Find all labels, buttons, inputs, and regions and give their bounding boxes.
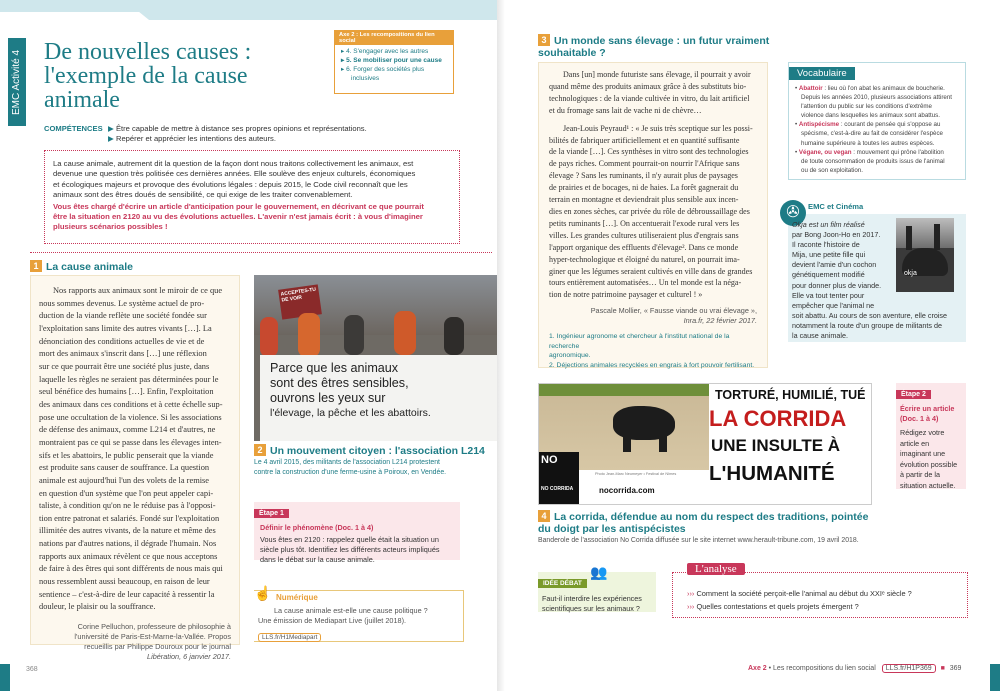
- doc3-notes: 1. Ingénieur agronome et chercheur à l'institut national de la recherche agronomique. 2. Déjections animales recyclées en engrais à fort pouvoir fertilisant.: [549, 333, 755, 369]
- doc3-line: villes. Les grandes cultures utiliseraient plus d'engrais sans: [549, 230, 739, 240]
- etape1-label: Étape 1: [254, 509, 289, 518]
- vocab-line: violence dans lesquelles les animaux sont abattus.: [801, 112, 940, 120]
- page-number-right: 369: [949, 665, 962, 672]
- axe-box-title: Axe 2 : Les recompositions du lien social: [335, 31, 453, 45]
- doc3-line: de pays riches. Comment pourrait-on nourrir l'Afrique sans: [549, 159, 740, 169]
- doc1-line: pose une occultation de la violence. Si les associations: [39, 412, 222, 422]
- corrida-photo-credit: Photo Jean-Marc Neumeyer • Festival de Nîmes: [595, 472, 677, 476]
- photo-sign: ACCEPTES-TU DE VOIR: [278, 284, 322, 319]
- vocab-line: spécisme, c'est-à-dire au fait de considérer l'espèce: [801, 130, 943, 138]
- analyse-title: L'analyse: [687, 563, 745, 575]
- corrida-banner: [538, 383, 872, 505]
- doc2-heading: 2 Un mouvement citoyen : l'association L214: [254, 444, 485, 457]
- doc1-line: Nos rapports aux animaux sont le miroir de ce que: [53, 286, 223, 295]
- vocab-line: ou de son exploitation.: [801, 166, 863, 174]
- doc1-line: nous ressemblent aussi beaucoup, en raison de leur: [39, 577, 210, 587]
- doc1-line: seul bénéfice des humains […]. Enfin, l'exploitation: [39, 387, 214, 397]
- cinema-line: Elle va tout tenter pour: [792, 290, 865, 300]
- spine-shadow: [497, 0, 505, 691]
- doc1-line: tion entre patronat et salariés. Fondé sur l'exploitation: [39, 513, 220, 523]
- doc3-line: de la viande […]. Ces synthèses in vitro sont des technologies: [549, 147, 749, 157]
- separator: [30, 252, 492, 253]
- doc3-heading: 3 Un monde sans élevage : un futur vraiment souhaitable ?: [538, 35, 770, 59]
- doc1-line: douleur, le plaisir ou la souffrance.: [39, 602, 156, 612]
- doc3-line: Dans [un] monde futuriste sans élevage, il pourrait y avoir: [563, 70, 751, 79]
- doc3-line: Jean-Louis Peyraud¹ : « Je suis très sceptique sur les possi-: [563, 123, 753, 133]
- doc3-line: tion de notre patrimoine paysager et culturel ! »: [549, 290, 703, 300]
- task-text: Vous êtes chargé d'écrire un article d'anticipation pour le gouvernement, en décrivant ce que pourrait être la situation en 2120 au vu des évolutions actuelles. L'avenir n'est jamais écrit : à vous d'imaginer plusieurs scénarios possibles !: [53, 201, 424, 232]
- vocab-line: de toute consommation de produits issus de l'animal: [801, 157, 945, 165]
- page-number-left: 368: [26, 666, 38, 673]
- doc1-line: rapports aux animaux révèlent ce que nous acceptons: [39, 551, 218, 561]
- etape2-title: Écrire un article (Doc. 1 à 4): [900, 404, 955, 423]
- doc4-heading: 4 La corrida, défendue au nom du respect des traditions, pointée du doigt par les antispécistes: [538, 511, 869, 535]
- intro-box: La cause animale, autrement dit la question de la façon dont nous traitons collectivement les animaux, est devenue une question très politisée ces dernières années. Elle soulève des enjeux culturels, économiques et écologiques majeurs et provoque des évolutions légales : depuis 2015, le Code civil reconnaît que les animaux sont des êtres doués de sensibilité, ce qui exige de les traiter convenablement. Vous êtes chargé d'écrire un article d'anticipation pour le gouvernement, en décrivant ce que pourrait être la situation en 2120 au vu des évolutions actuelles. L'avenir n'est jamais écrit : à vous d'imaginer plusieurs scénarios possibles !: [44, 150, 460, 244]
- idee-debat-box: IDÉE DÉBAT 👥 Faut-il interdire les expériences scientifiques sur les animaux ?: [538, 572, 656, 612]
- competences-label: COMPÉTENCES: [44, 124, 103, 133]
- doc3-line: élevage ? Sans les ruminants, il n'y aurait plus de paysages: [549, 171, 738, 181]
- doc1-line: mort des animaux s'inscrit dans […] une réflexion: [39, 349, 207, 359]
- doc1-line: est produite sans causer de souffrance. La question: [39, 463, 210, 473]
- cinema-line: pour donner plus de viande.: [792, 280, 882, 290]
- doc3-line: bilités de fabriquer artificiellement et en quantité suffisante: [549, 135, 740, 145]
- doc1-line: en question d'un système que l'on peut appeler capi-: [39, 488, 214, 498]
- debate-people-icon: 👥: [590, 564, 608, 580]
- vocab-line: • Antispécisme : courant de pensée qui s'oppose au: [795, 121, 941, 129]
- corrida-line-3: UNE INSULTE À: [711, 436, 841, 455]
- doc1-line: montraient pas ce qui se passe dans les élevages inten-: [39, 437, 222, 447]
- doc3-source: Pascale Mollier, « Fausse viande ou vrai élevage », Inra.fr, 22 février 2017.: [590, 306, 757, 326]
- cinema-box: [786, 202, 966, 342]
- cinema-line: Il raconte l'histoire de: [792, 240, 860, 250]
- doc3-line: hyper-technologique et éloigné du naturel, on pourrait ima-: [549, 254, 740, 264]
- doc1-heading: 1 La cause animale: [30, 260, 133, 273]
- numerique-box: ☝ Numérique La cause animale est-elle une cause politique ? Une émission de Mediapart Live (juillet 2018). LLS.fr/H1Mediapart: [254, 590, 464, 642]
- doc3-line: de prairies et de bocages, ni de haies. La forêt gagnerait du: [549, 183, 739, 193]
- film-reel-icon: ✇: [780, 200, 806, 226]
- doc1-line: sur ce que pourrait être une société plus juste, dans: [39, 361, 210, 371]
- cinema-line: par Bong Joon-Ho en 2017.: [792, 230, 881, 240]
- axe-item[interactable]: ▸ 4. S'engager avec les autres: [341, 48, 429, 55]
- numerique-label: Numérique: [276, 593, 318, 602]
- right-corner: [990, 664, 1000, 691]
- axe-item: inclusives: [351, 75, 380, 82]
- vocab-line: Depuis les années 2010, plusieurs associations attirent: [801, 94, 952, 102]
- cinema-line: Okja est un film réalisé: [792, 220, 865, 229]
- doc1-line: laquelle les règles ne seraient pas déterminées pour le: [39, 374, 219, 384]
- page-title: De nouvelles causes : l'exemple de la cause animale: [44, 39, 252, 113]
- doc1-line: illimitée des autres vivants, de la nature et même des: [39, 526, 216, 536]
- footer-link[interactable]: LLS.fr/H1P369: [882, 664, 936, 673]
- etape1-title: Définir le phénomène (Doc. 1 à 4): [260, 523, 374, 532]
- etape2-box: Étape 2 Écrire un article (Doc. 1 à 4) Rédigez votre article en imaginant une évolution possible à partir de la situation actuelle.: [896, 383, 966, 489]
- doc1-line: de défense des animaux, comme L214 et d'autres, ne: [39, 425, 216, 435]
- analyse-question: ››› Comment la société perçoit-elle l'animal au début du XXIᵉ siècle ?: [687, 589, 912, 598]
- vocab-line: humaine supérieure à toutes les autres espèces.: [801, 139, 935, 147]
- okja-poster-title: okja: [904, 270, 917, 277]
- doc1-line: animale est aujourd'hui l'un des volets de la remise: [39, 475, 210, 485]
- doc2-caption: Le 4 avril 2015, des militants de l'association L214 protestent contre la construction d'une ferme-usine à Poiroux, en Vendée.: [254, 459, 447, 476]
- doc1-line: l'exploitation sans limite des autres vivants […]. La: [39, 323, 212, 333]
- vocab-line: • Abattoir : lieu où l'on abat les animaux de boucherie.: [795, 85, 945, 92]
- doc4-caption: Banderole de l'association No Corrida diffusée sur le site internet www.herault-tribune.com, 19 avril 2018.: [538, 537, 859, 544]
- doc3-line: quand même des produits animaux grâce à des substituts bio-: [549, 81, 747, 91]
- doc3-line: terrain en montagne et deviendrait plus sensible aux incen-: [549, 195, 739, 205]
- footer-right: Axe 2 • Les recompositions du lien social LLS.fr/H1P369 ■ 369: [748, 665, 962, 672]
- vocab-line: • Végane, ou vegan : mouvement qui prône l'abolition: [795, 148, 944, 156]
- doc3-line: et du fromage sans lait de vache ni de chèvre…: [549, 105, 702, 115]
- vocab-line: l'attention du public sur les conditions d'extrême: [801, 103, 932, 111]
- protest-banner: Parce que les animaux sont des êtres sensibles, ouvrons les yeux sur l'élevage, la pêche et les abattoirs.: [260, 355, 498, 441]
- doc1-line: duction de la viande reflète une société fondée sur: [39, 311, 207, 321]
- no-corrida-logo: NO NO CORRIDA: [539, 452, 579, 504]
- doc1-line: sentience – c'est-à-dire de leur capacité à ressentir la: [39, 589, 215, 599]
- analyse-box: [672, 563, 968, 618]
- doc3-line: giner que les légumes seraient cultivés en ville dans de grandes: [549, 266, 753, 276]
- cinema-line: devient l'amie d'un cochon: [792, 260, 877, 270]
- doc3-line: technologiques : de la viande cultivée in vitro, du lait artificiel: [549, 93, 750, 103]
- cinema-title: EMC et Cinéma: [808, 202, 864, 211]
- corrida-line-1: TORTURÉ, HUMILIÉ, TUÉ: [715, 388, 866, 402]
- etape2-label: Étape 2: [896, 390, 931, 399]
- mediapart-link[interactable]: LLS.fr/H1Mediapart: [258, 633, 321, 642]
- doc1-line: taliste, à condition qu'on ne le réduise pas à l'opposi-: [39, 501, 216, 511]
- competences: [44, 124, 367, 143]
- vocab-title: Vocabulaire: [789, 67, 855, 80]
- cinema-line: génétiquement modifié: [792, 270, 865, 280]
- corrida-line-2: LA CORRIDA: [709, 406, 847, 431]
- competence-item: ▶ Être capable de mettre à distance ses propres opinions et représentations.: [108, 124, 367, 133]
- vocab-box: [788, 62, 966, 180]
- doc1-line: des animaux dans ces conditions et à cette échelle sup-: [39, 399, 223, 409]
- axe-box: [334, 30, 454, 94]
- doc1-line: dénonciation des conditions actuelles de vie et de: [39, 336, 205, 346]
- cinema-line: empêcher que l'animal ne: [792, 300, 875, 310]
- axe-item-current[interactable]: ▸ 5. Se mobiliser pour une cause: [341, 57, 442, 64]
- activity-tag: EMC Activité 4: [8, 38, 26, 126]
- axe-item[interactable]: ▸ 6. Forger des sociétés plus: [341, 66, 425, 73]
- doc3-box: [538, 62, 768, 368]
- doc3-line: tours entièrement automatisées… Un tel monde est la néga-: [549, 278, 742, 288]
- cinema-line: la cause animale.: [792, 331, 848, 341]
- doc1-source: Corine Pelluchon, professeure de philosophie à l'université de Paris-Est-Marne-la-Vallée. Propos recueillis par Philippe Douroux pour le journal Libération, 6 janvier 2017.: [74, 622, 231, 662]
- corrida-line-4: L'HUMANITÉ: [709, 462, 835, 485]
- cinema-line: notamment la route d'un groupe de militants de: [792, 320, 943, 330]
- doc1-line: de faire à des êtres qui sont différents de nous mais qui: [39, 564, 223, 574]
- analyse-question: ››› Quelles contestations et quels projets émergent ?: [687, 602, 859, 611]
- cinema-line: soit abattu. Au cours de son aventure, elle croise: [792, 310, 948, 320]
- doc3-line: petits ruminants […]. On accentuerait l'exode rural vers les: [549, 218, 740, 228]
- doc1-line: nous sommes devenus. Le système actuel de pro-: [39, 298, 205, 308]
- corrida-url: nocorrida.com: [599, 486, 655, 495]
- cinema-line: Mija, une petite fille qui: [792, 250, 866, 260]
- top-band: [0, 0, 497, 20]
- idee-debat-label: IDÉE DÉBAT: [538, 579, 587, 588]
- protest-photo: [254, 275, 498, 441]
- doc1-line: nations par d'autres nations, il dégrade l'humain. Nos: [39, 539, 217, 549]
- doc3-line: dies en zones sèches, car privée du rôle de débroussaillage des: [549, 206, 750, 216]
- etape1-box: Étape 1 Définir le phénomène (Doc. 1 à 4) Vous êtes en 2120 : rappelez quelle était la situation un siècle plus tôt. Identifiez les différents acteurs impliqués dans le débat sur la cause animale.: [254, 502, 460, 560]
- left-corner: [0, 664, 10, 691]
- doc1-line: sifs et les abattoirs, le public penserait que la viande: [39, 450, 214, 460]
- pointer-hand-icon: ☝: [254, 585, 272, 601]
- doc3-line: l'apport organique des effluents d'élevage². Dans ce monde: [549, 242, 739, 252]
- doc1-box: [30, 275, 240, 662]
- competence-item: ▶ Repérer et apprécier les intentions des auteurs.: [108, 134, 276, 143]
